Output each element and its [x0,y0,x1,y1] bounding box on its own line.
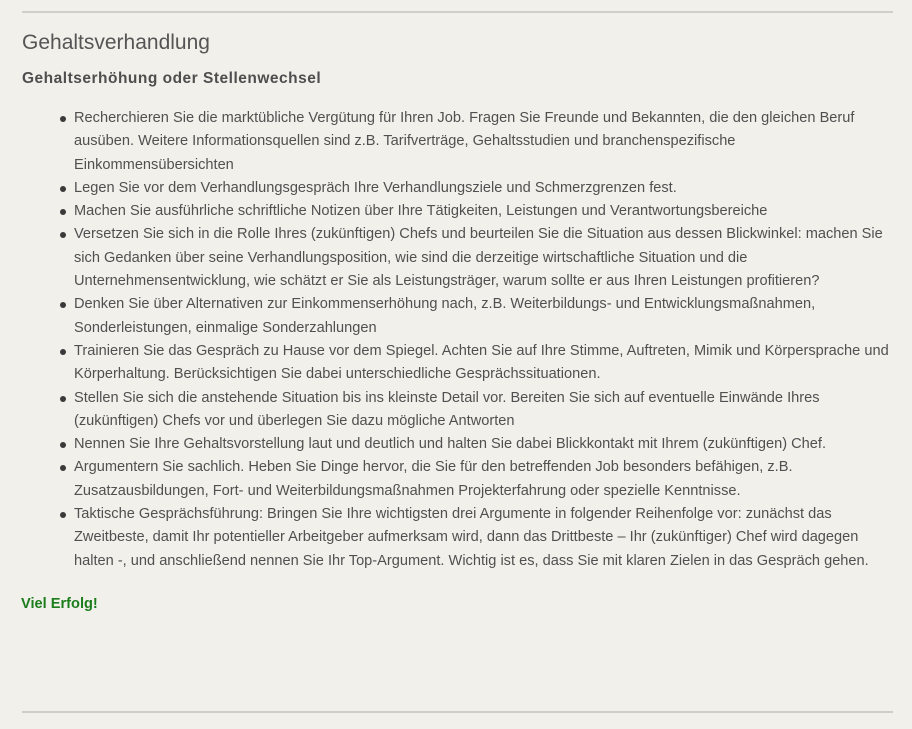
list-item: Stellen Sie sich die anstehende Situation bis ins kleinste Detail vor. Bereiten Sie sich auf eventuelle Einwände Ihres (zukünftigen) Chefs vor und überlegen Sie dazu mögliche Antworten [74,387,894,434]
article [22,28,894,615]
list-item: Legen Sie vor dem Verhandlungsgespräch Ihre Verhandlungsziele und Schmerzgrenzen fest. [74,177,894,200]
top-divider [22,11,893,13]
list-item: Denken Sie über Alternativen zur Einkommenserhöhung nach, z.B. Weiterbildungs- und Entwicklungsmaßnahmen, Sonderleistungen, einmalige Sonderzahlungen [74,293,894,340]
list-item: Versetzen Sie sich in die Rolle Ihres (zukünftigen) Chefs und beurteilen Sie die Situation aus dessen Blickwinkel: machen Sie sich Gedanken über seine Verhandlungsposition, wie sind die derzeitige wirtschaftliche Situation und die Unternehmensentwicklung, wie schätzt er Sie als Leistungsträger, warum sollte er aus Ihren Leistungen profitieren? [74,223,894,293]
closing-message: Viel Erfolg! [21,595,98,612]
tips-list [22,107,894,573]
section-subtitle: Gehaltserhöhung oder Stellenwechsel [22,70,322,87]
list-item: Taktische Gesprächsführung: Bringen Sie Ihre wichtigsten drei Argumente in folgender Reihenfolge vor: zunächst das Zweitbeste, damit Ihr potentieller Arbeitgeber aufmerksam wird, dann das Drittbeste – Ihr (zukünftiger) Chef wird dagegen halten -, und anschließend nennen Sie Ihr Top-Argument. Wichtig ist es, dass Sie mit klaren Zielen in das Gespräch gehen. [74,503,894,573]
list-item: Argumentern Sie sachlich. Heben Sie Dinge hervor, die Sie für den betreffenden Job besonders befähigen, z.B. Zusatzausbildungen, Fort- und Weiterbildungsmaßnahmen Projekterfahrung oder spezielle Kenntnisse. [74,456,894,503]
page-title: Gehaltsverhandlung [22,31,210,54]
list-item: Recherchieren Sie die marktübliche Vergütung für Ihren Job. Fragen Sie Freunde und Bekannten, die den gleichen Beruf ausüben. Weitere Informationsquellen sind z.B. Tarifverträge, Gehaltsstudien und branchenspezifische Einkommensübersichten [74,107,894,177]
list-item: Trainieren Sie das Gespräch zu Hause vor dem Spiegel. Achten Sie auf Ihre Stimme, Auftreten, Mimik und Körpersprache und Körperhaltung. Berücksichtigen Sie dabei unterschiedliche Gesprächssituationen. [74,340,894,387]
list-item: Nennen Sie Ihre Gehaltsvorstellung laut und deutlich und halten Sie dabei Blickkontakt mit Ihrem (zukünftigen) Chef. [74,433,894,456]
bottom-divider [22,711,893,713]
list-item: Machen Sie ausführliche schriftliche Notizen über Ihre Tätigkeiten, Leistungen und Verantwortungsbereiche [74,200,894,223]
